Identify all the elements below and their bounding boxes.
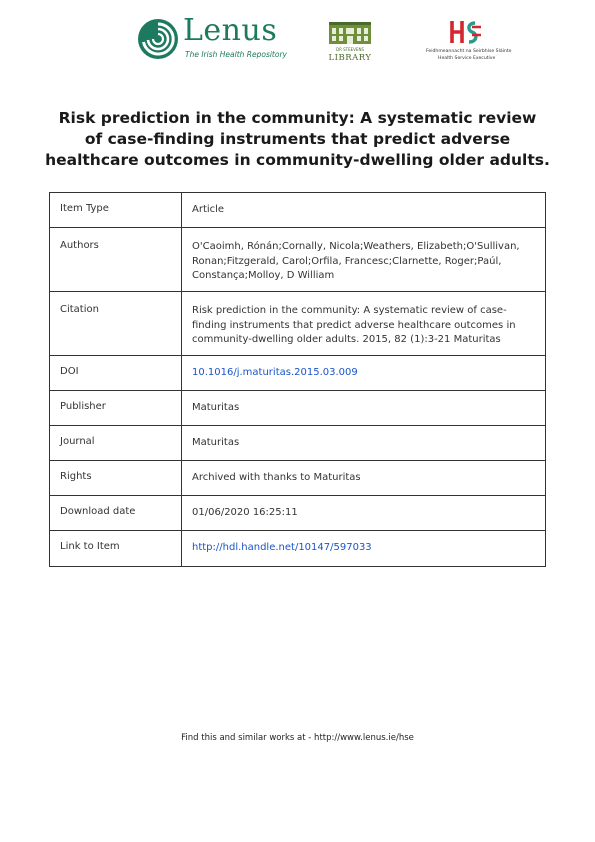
authors-line: Ronan;Fitzgerald, Carol;Orfila, Francesc;Clarnette, Roger;Paúl, — [192, 255, 502, 267]
link-to-item-cell — [182, 531, 546, 567]
lenus-tagline: The Irish Health Repository — [185, 50, 287, 59]
metadata-table — [49, 192, 546, 567]
title-line: Risk prediction in the community: A systematic review — [58, 109, 537, 127]
footer-text: Find this and similar works at - http://www.lenus.ie/hse — [181, 733, 414, 743]
authors-label: Authors — [50, 228, 182, 292]
table-row-citation — [50, 292, 546, 356]
citation-line: Risk prediction in the community: A systematic review of case- — [192, 305, 507, 316]
lenus-swirl-icon — [137, 18, 179, 60]
authors-value — [182, 228, 546, 292]
table-row-doi — [50, 356, 546, 391]
hse-mark-icon — [448, 17, 484, 47]
hse-logo[interactable] — [424, 17, 512, 67]
citation-line: finding instruments that predict adverse healthcare outcomes in — [192, 319, 516, 331]
citation-label: Citation — [50, 292, 182, 356]
journal-label: Journal — [50, 426, 182, 461]
item-type-value: Article — [182, 193, 546, 228]
table-row-link-to-item — [50, 531, 546, 567]
library-building-icon — [328, 20, 372, 46]
table-row-item-type — [50, 193, 546, 228]
journal-value: Maturitas — [182, 426, 546, 461]
download-date-label: Download date — [50, 496, 182, 531]
table-row-authors — [50, 228, 546, 292]
hse-irish-name: Feidhmeannacht na Seirbhíse Sláinte — [426, 49, 512, 54]
item-type-label: Item Type — [50, 193, 182, 228]
library-sub-text: DR STEEVENS — [336, 47, 364, 52]
doi-label: DOI — [50, 356, 182, 391]
table-row-download-date — [50, 496, 546, 531]
doi-link[interactable]: 10.1016/j.maturitas.2015.03.009 — [192, 367, 358, 378]
handle-link[interactable]: http://hdl.handle.net/10147/597033 — [192, 542, 372, 553]
citation-line: community-dwelling older adults. 2015, 82 (1):3-21 Maturitas — [192, 334, 501, 346]
rights-value: Archived with thanks to Maturitas — [182, 461, 546, 496]
link-to-item-label: Link to Item — [50, 531, 182, 567]
download-date-value: 01/06/2020 16:25:11 — [182, 496, 546, 531]
library-logo[interactable] — [328, 20, 372, 64]
citation-value — [182, 292, 546, 356]
table-row-publisher — [50, 391, 546, 426]
library-logo-text: LIBRARY — [328, 53, 372, 63]
publisher-value: Maturitas — [182, 391, 546, 426]
document-title — [40, 108, 555, 171]
hse-english-name: Health Service Executive — [438, 56, 496, 61]
table-row-journal — [50, 426, 546, 461]
lenus-logo[interactable] — [137, 13, 287, 64]
title-line: healthcare outcomes in community-dwelling older adults. — [45, 151, 550, 169]
publisher-label: Publisher — [50, 391, 182, 426]
table-row-rights — [50, 461, 546, 496]
rights-label: Rights — [50, 461, 182, 496]
authors-line: Constança;Molloy, D William — [192, 270, 335, 282]
doi-link-cell — [182, 356, 546, 391]
authors-line: O'Caoimh, Rónán;Cornally, Nicola;Weathers, Elizabeth;O'Sullivan, — [192, 241, 520, 252]
lenus-logo-text: Lenus — [183, 13, 278, 48]
title-line: of case-finding instruments that predict adverse — [84, 130, 511, 148]
header-logos — [0, 14, 595, 66]
